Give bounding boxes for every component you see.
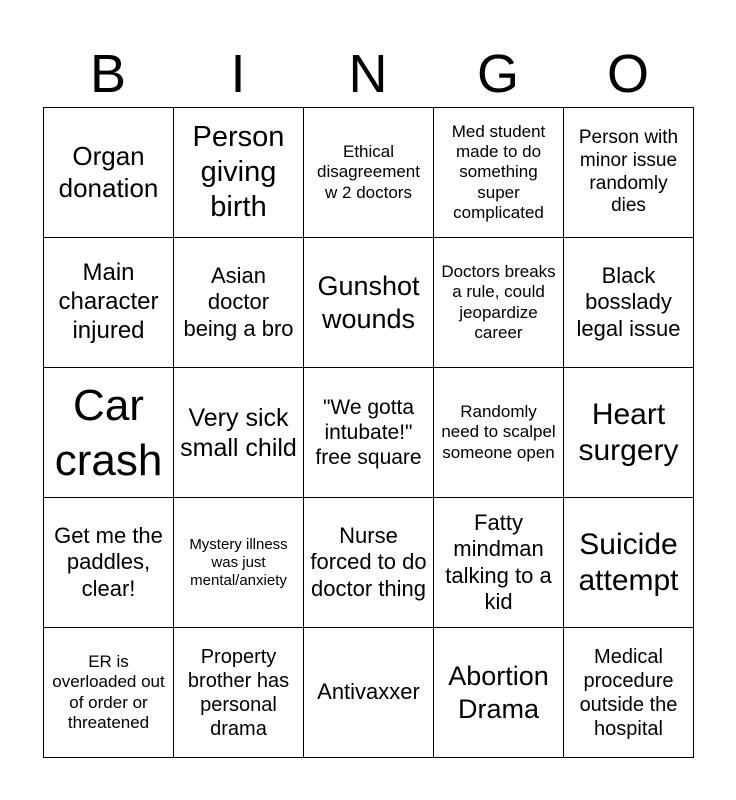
bingo-cell[interactable]: Car crash <box>44 368 174 498</box>
bingo-cell[interactable]: Nurse forced to do doctor thing <box>304 498 434 628</box>
bingo-cell[interactable]: Property brother has personal drama <box>174 628 304 758</box>
bingo-cell[interactable]: Asian doctor being a bro <box>174 238 304 368</box>
bingo-cell[interactable]: Person giving birth <box>174 108 304 238</box>
bingo-cell[interactable]: Organ donation <box>44 108 174 238</box>
bingo-header <box>43 40 693 108</box>
bingo-cell[interactable]: Antivaxxer <box>304 628 434 758</box>
bingo-cell[interactable]: Abortion Drama <box>434 628 564 758</box>
bingo-cell[interactable]: Get me the paddles, clear! <box>44 498 174 628</box>
bingo-cell[interactable]: Fatty mindman talking to a kid <box>434 498 564 628</box>
bingo-board <box>43 107 694 758</box>
bingo-cell[interactable]: Main character injured <box>44 238 174 368</box>
bingo-cell[interactable]: Doctors breaks a rule, could jeopardize career <box>434 238 564 368</box>
bingo-cell[interactable]: Randomly need to scalpel someone open <box>434 368 564 498</box>
bingo-cell[interactable]: "We gotta intubate!" free square <box>304 368 434 498</box>
bingo-cell[interactable]: Heart surgery <box>564 368 694 498</box>
bingo-cell[interactable]: Person with minor issue randomly dies <box>564 108 694 238</box>
header-letter-n: N <box>348 44 388 104</box>
bingo-cell[interactable]: Black bosslady legal issue <box>564 238 694 368</box>
bingo-cell[interactable]: Very sick small child <box>174 368 304 498</box>
bingo-cell[interactable]: Suicide attempt <box>564 498 694 628</box>
header-letter-o: O <box>606 44 649 104</box>
bingo-cell[interactable]: Mystery illness was just mental/anxiety <box>174 498 304 628</box>
header-letter-i: I <box>230 44 246 104</box>
bingo-cell[interactable]: ER is overloaded out of order or threatened <box>44 628 174 758</box>
header-letter-b: B <box>89 44 127 104</box>
bingo-cell[interactable]: Gunshot wounds <box>304 238 434 368</box>
header-letter-g: G <box>476 44 519 104</box>
bingo-cell[interactable]: Ethical disagreement w 2 doctors <box>304 108 434 238</box>
bingo-cell[interactable]: Med student made to do something super complicated <box>434 108 564 238</box>
bingo-cell[interactable]: Medical procedure outside the hospital <box>564 628 694 758</box>
